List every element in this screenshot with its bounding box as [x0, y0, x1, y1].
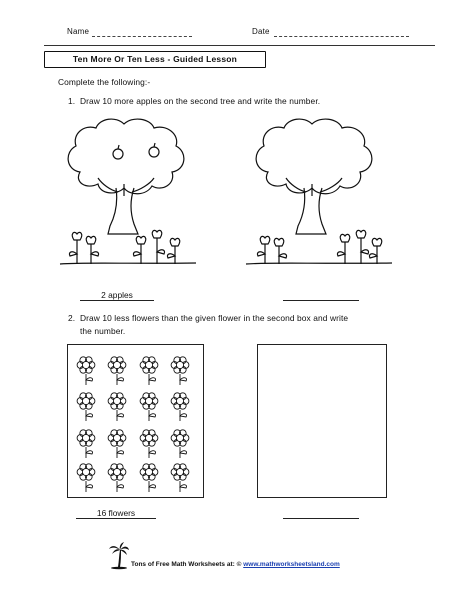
flower-icon — [108, 464, 126, 492]
question-2-given-answer: 16 flowers — [96, 508, 136, 518]
website-link[interactable]: www.mathworksheetsland.com — [243, 561, 340, 568]
question-1-given-answer: 2 apples — [101, 290, 133, 300]
question-1-text: Draw 10 more apples on the second tree and write the number. — [80, 96, 321, 106]
flower-icon — [140, 430, 158, 458]
flower-icon — [77, 357, 95, 385]
date-field[interactable] — [274, 36, 409, 37]
flower-icon — [108, 430, 126, 458]
flower-icon — [171, 464, 189, 492]
flower-icon — [140, 357, 158, 385]
copyright-symbol: © — [236, 561, 242, 568]
question-1-answer-field[interactable] — [283, 300, 359, 301]
flower-icon — [140, 464, 158, 492]
flower-icon — [108, 393, 126, 421]
question-2-answer-field[interactable] — [283, 518, 359, 519]
question-1-given-answer-line — [80, 300, 154, 301]
flowers-box — [67, 344, 204, 498]
flower-icon — [171, 430, 189, 458]
question-2-number: 2. — [68, 313, 76, 323]
page-title: Ten More Or Ten Less - Guided Lesson — [72, 54, 238, 64]
tree-with-apples-illustration — [58, 112, 198, 282]
question-1-number: 1. — [68, 96, 76, 106]
flower-icon — [108, 357, 126, 385]
question-2-text-line-2: the number. — [80, 326, 126, 336]
flower-icon — [171, 357, 189, 385]
title-box — [44, 51, 266, 68]
flower-icon — [140, 393, 158, 421]
flower-grid — [68, 345, 205, 499]
name-label: Name — [67, 27, 90, 36]
palm-tree-logo-icon — [108, 541, 130, 569]
question-2-text-line-1: Draw 10 less flowers than the given flower in the second box and write — [80, 313, 349, 323]
instructions: Complete the following:- — [58, 77, 151, 87]
flower-icon — [171, 393, 189, 421]
flower-icon — [77, 430, 95, 458]
date-label: Date — [252, 27, 270, 36]
question-2-given-answer-line — [76, 518, 156, 519]
drawing-answer-box[interactable] — [257, 344, 387, 498]
footer — [131, 561, 340, 568]
flower-icon — [77, 393, 95, 421]
flower-icon — [77, 464, 95, 492]
footer-text: Tons of Free Math Worksheets at: — [131, 561, 235, 568]
tree-without-apples-illustration — [244, 112, 394, 282]
name-field[interactable] — [92, 36, 192, 37]
header-divider — [44, 45, 435, 46]
